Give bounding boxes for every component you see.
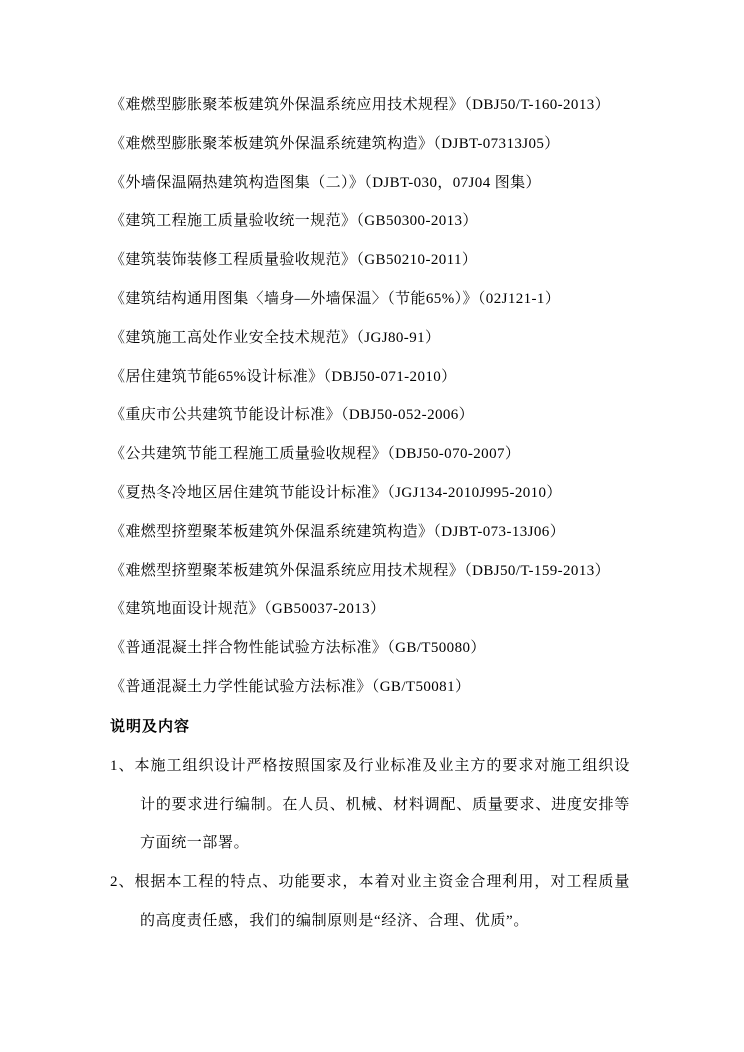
reference-item: 《难燃型膨胀聚苯板建筑外保温系统建筑构造》（DJBT-07313J05）	[110, 135, 560, 152]
reference-item: 《夏热冬冷地区居住建筑节能设计标准》（JGJ134-2010J995-2010）	[110, 484, 562, 501]
section-body	[110, 747, 630, 941]
reference-list	[110, 86, 630, 707]
reference-item: 《普通混凝土力学性能试验方法标准》（GB/T50081）	[110, 678, 471, 695]
section-heading: 说明及内容	[110, 718, 191, 735]
reference-item: 《公共建筑节能工程施工质量验收规程》（DBJ50-070-2007）	[110, 446, 521, 463]
section-paragraph: 2、根据本工程的特点、功能要求，本着对业主资金合理利用，对工程质量的高度责任感，我们的编制原则是“经济、合理、优质”。	[110, 874, 630, 929]
reference-item: 《难燃型挤塑聚苯板建筑外保温系统建筑构造》（DJBT-073-13J06）	[110, 523, 566, 540]
reference-item: 《普通混凝土拌合物性能试验方法标准》（GB/T50080）	[110, 640, 486, 657]
reference-item: 《外墙保温隔热建筑构造图集（二）》（DJBT-030，07J04 图集）	[110, 174, 541, 191]
reference-item: 《建筑施工高处作业安全技术规范》（JGJ80-91）	[110, 329, 441, 346]
reference-item: 《建筑装饰装修工程质量验收规范》（GB50210-2011）	[110, 252, 478, 269]
reference-item: 《建筑工程施工质量验收统一规范》（GB50300-2013）	[110, 213, 478, 230]
reference-item: 《居住建筑节能65%设计标准》（DBJ50-071-2010）	[110, 368, 457, 385]
reference-item: 《建筑地面设计规范》（GB50037-2013）	[110, 601, 386, 618]
reference-item: 《难燃型挤塑聚苯板建筑外保温系统应用技术规程》（DBJ50/T-159-2013）	[110, 562, 611, 579]
section-paragraph: 1、本施工组织设计严格按照国家及行业标准及业主方的要求对施工组织设计的要求进行编制。在人员、机械、材料调配、质量要求、进度安排等方面统一部署。	[110, 757, 630, 852]
reference-item: 《建筑结构通用图集〈墙身—外墙保温〉（节能65%）》（02J121-1）	[110, 290, 561, 307]
reference-item: 《重庆市公共建筑节能设计标准》（DBJ50-052-2006）	[110, 407, 475, 424]
reference-item: 《难燃型膨胀聚苯板建筑外保温系统应用技术规程》（DBJ50/T-160-2013）	[110, 97, 611, 113]
